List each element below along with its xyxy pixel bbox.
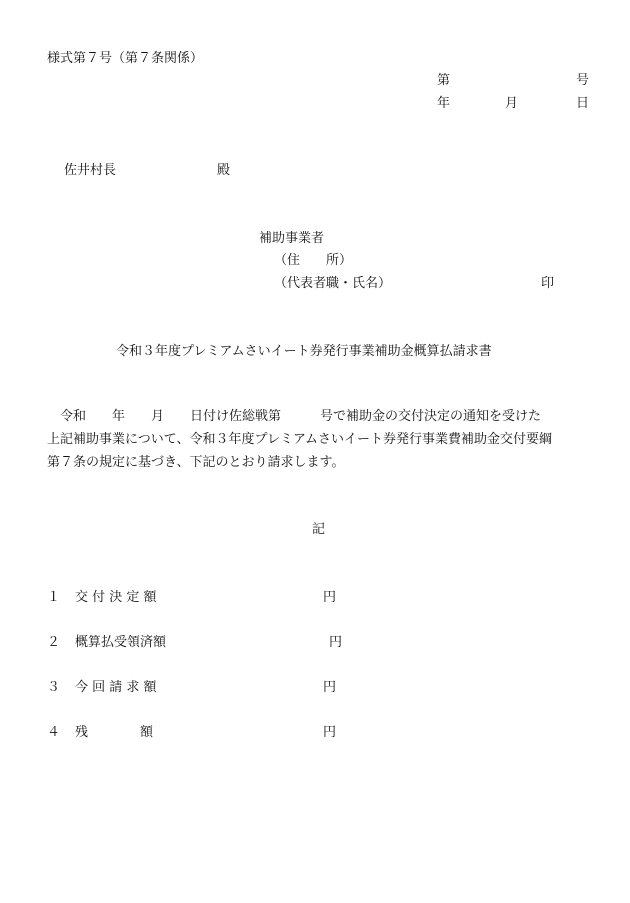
- doc-number-prefix: 第: [437, 73, 451, 88]
- doc-number-suffix: 号: [576, 73, 590, 88]
- form-label: 様式第７号（第７条関係）: [47, 51, 204, 66]
- body-line-2: 上記補助事業について、令和３年度プレミアムさいイート券発行事業費補助金交付要綱: [47, 432, 553, 447]
- item-number: ３: [47, 680, 61, 695]
- applicant-representative-label: （代表者職・氏名）: [274, 276, 392, 291]
- item-label: 交 付 決 定 額: [75, 590, 157, 605]
- item-unit: 円: [323, 590, 337, 605]
- item-unit: 円: [323, 680, 337, 695]
- item-label: 残 額: [75, 725, 154, 740]
- item-number: ４: [47, 725, 61, 740]
- item-unit: 円: [329, 635, 343, 650]
- applicant-title: 補助事業者: [259, 231, 325, 246]
- item-label: 今 回 請 求 額: [75, 680, 157, 695]
- item-number: １: [47, 590, 61, 605]
- seal-mark: 印: [541, 276, 555, 291]
- date-day: 日: [576, 96, 590, 111]
- item-number: ２: [47, 635, 61, 650]
- body-line-3: 第７条の規定に基づき、下記のとおり請求します。: [47, 455, 345, 470]
- ki-heading: 記: [312, 522, 326, 537]
- applicant-address-label: （住 所）: [274, 253, 353, 268]
- item-unit: 円: [323, 725, 337, 740]
- addressee-name: 佐井村長: [64, 163, 117, 178]
- item-label: 概算払受領済額: [75, 635, 167, 650]
- date-year: 年: [437, 96, 451, 111]
- document-title: 令和３年度プレミアムさいイート券発行事業補助金概算払請求書: [116, 344, 492, 359]
- body-line-1: 令和 年 月 日付け佐総戦第 号で補助金の交付決定の通知を受けた: [47, 409, 542, 424]
- date-month: 月: [505, 96, 519, 111]
- addressee-honorific: 殿: [217, 163, 231, 178]
